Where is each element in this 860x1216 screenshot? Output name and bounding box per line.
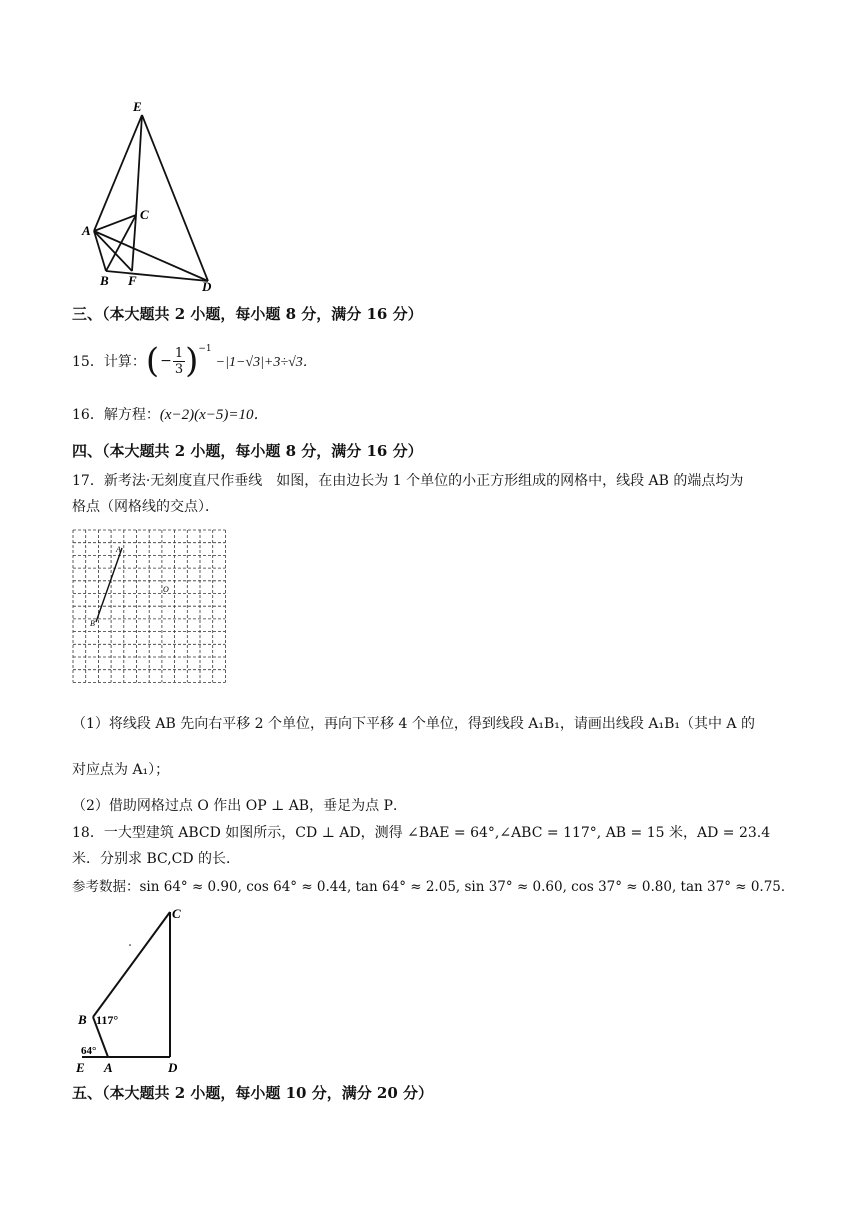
label-e: E: [133, 99, 142, 114]
fig-label-a: A: [104, 1060, 113, 1075]
fig-label-b: B: [78, 1012, 87, 1027]
q18-reference-data: 参考数据：sin 64° ≈ 0.90, cos 64° ≈ 0.44, tan 64° ≈ 2.05, sin 37° ≈ 0.60, cos 37° ≈ 0.80, tan 37° ≈ 0.75．: [72, 879, 795, 895]
q15-rest: −|1−√3|+3÷√3．: [215, 355, 317, 370]
q15-paren-open: (: [145, 341, 160, 381]
question-16: 16．解方程：(x−2)(x−5)=10．: [72, 407, 269, 423]
q15-exponent: −1: [198, 344, 212, 354]
q15-fraction: $\frac{1}{3}$: [174, 345, 184, 377]
fig-angle-117: 117°: [96, 1013, 119, 1027]
q18-line-2: 米．分别求 BC,CD 的长．: [72, 851, 241, 867]
section-4-heading: 四、（本大题共 2 小题，每小题 8 分，满分 16 分）: [72, 442, 423, 460]
label-d: D: [202, 279, 212, 294]
grid-label-o: O: [163, 585, 169, 594]
q15-prefix: 计算：: [103, 354, 146, 370]
question-15: 15． 计算： ( − $\frac{1}{3}$ ) −1 −|1−√3|+3÷√3．: [72, 341, 317, 381]
label-a: A: [82, 223, 91, 238]
figure-triangle-ebd: [70, 95, 230, 295]
label-c: C: [140, 207, 149, 222]
section-3-heading: 三、（本大题共 2 小题，每小题 8 分，满分 16 分）: [72, 305, 423, 323]
grid-label-b: B: [90, 619, 95, 628]
label-b: B: [100, 273, 109, 288]
q16-expression: (x−2)(x−5)=10．: [159, 407, 269, 423]
q17-part2: （2）借助网格过点 O 作出 OP ⊥ AB，垂足为点 P．: [72, 798, 407, 814]
q18-line-1: 18．一大型建筑 ABCD 如图所示，CD ⊥ AD，测得 ∠BAE = 64°,∠ABC = 117°, AB = 15 米，AD = 23.4: [72, 825, 771, 841]
q17-line-2: 格点（网格线的交点）．: [72, 499, 219, 515]
fig-angle-64: 64°: [81, 1045, 97, 1057]
q17-part1-line-1: （1）将线段 AB 先向右平移 2 个单位，再向下平移 4 个单位，得到线段 A₁B₁，请画出线段 A₁B₁（其中 A 的: [72, 716, 755, 732]
fig-label-c: C: [172, 906, 181, 921]
q17-part1-line-2: 对应点为 A₁）；: [72, 762, 170, 778]
figure-building: [72, 900, 192, 1080]
dot-mark: [129, 944, 131, 946]
label-f: F: [128, 273, 137, 288]
q17-line-1: 17．新考法·无刻度直尺作垂线 如图，在由边长为 1 个单位的小正方形组成的网格中，线段 AB 的端点均为: [72, 473, 744, 489]
figure-grid: [70, 527, 228, 687]
fig-label-e: E: [76, 1060, 85, 1075]
q15-number: 15．: [72, 354, 104, 370]
section-5-heading: 五、（本大题共 2 小题，每小题 10 分，满分 20 分）: [72, 1084, 434, 1102]
grid-label-a: A: [116, 545, 121, 554]
segment-ab: [96, 548, 122, 622]
q15-paren-close: ): [185, 341, 199, 381]
fig-label-d: D: [168, 1060, 178, 1075]
